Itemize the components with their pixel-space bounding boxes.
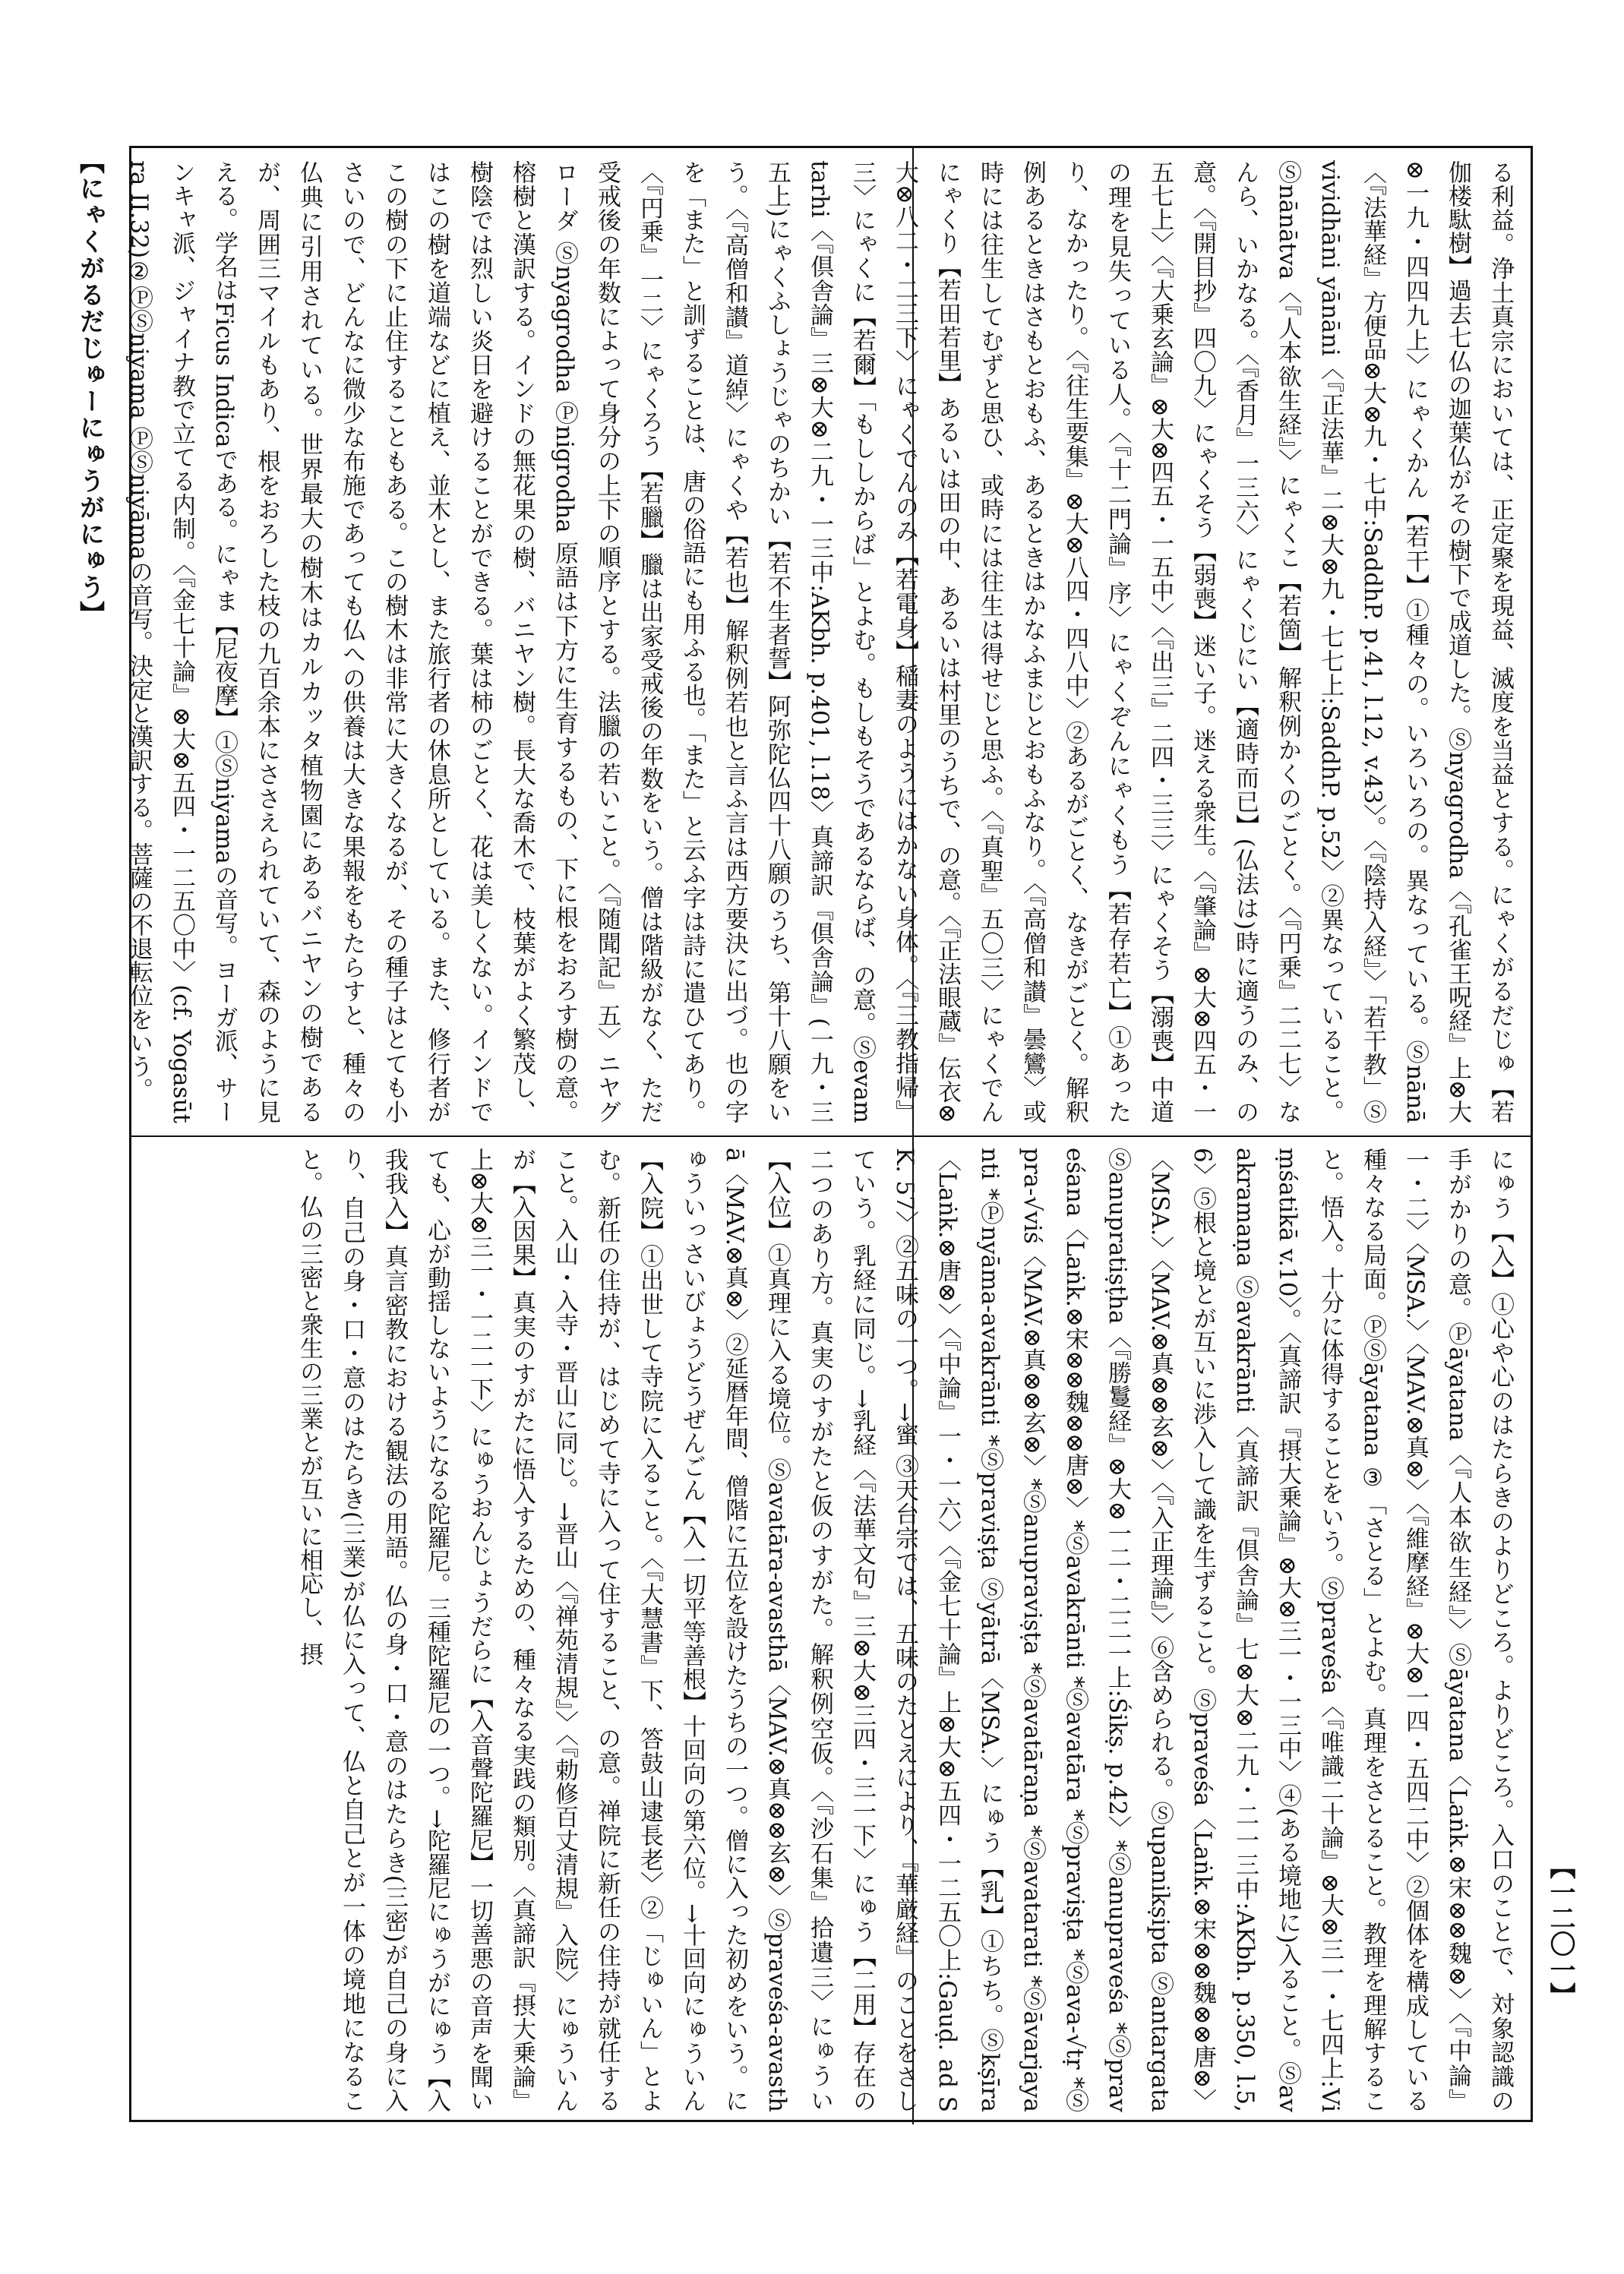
running-title: 【にゃくがるだじゅーにゅうがにゅう】 xyxy=(76,149,106,627)
page-number: 【一二〇一】 xyxy=(1545,1853,1575,2008)
tier-divider xyxy=(131,1135,1531,1137)
top-tier-text: る利益。浄土真宗においては、正定聚を現益、滅度を当益とする。にゃくがるだじゅ【若伽楼駄樹】過去七仏の迦葉仏がその樹下で成道した。Ⓢnyagrodha〈『孔雀王呪経』上⊗大⊗一九・四四九上〉にゃくかん【若干】①種々の。いろいろの。異なっている。Ⓢnānā〈『法華経』方便品⊗大⊗九・七中:SaddhP. p.41, l.12, v.43〉。〈『陰持入経』〉「若干教」Ⓢvividhāni yānāni〈『正法華』二⊗大⊗九・七七上:SaddhP. p.52〉②異なっていること。Ⓢnānātva〈『人本欲生経』〉にゃくこ【若箇】解釈例かくのごとく。〈『円乗』二二七〉なんら、いかなる。〈『香月』一三六〉にゃくじにい【適時而已】(仏法は)時に適うのみ、の意。〈『開目抄』四〇九〉にゃくそう【弱喪】迷い子。迷える衆生。〈『肇論』⊗大⊗四五・一五七上〉〈『大乗玄論』⊗大⊗四五・一五中〉〈『出三』二四・三三〉にゃくそう【溺喪】中道の理を見失っている人。〈『十二門論』序〉にゃくぞんにゃくもう【若存若亡】①あったり、なかったり。〈『往生要集』⊗大⊗八四・四八中〉②あるがごとく、なきがごとく。解釈例あるときはさもとおもふ、あるときはかなふまじとおもふなり。〈『高僧和讃』曇鸞〉或時には往生してむずと思ひ、或時には往生は得せじと思ふ。〈『真聖』五〇三〉にゃくでんにゃくり【若田若里】あるいは田の中、あるいは村里のうちで、の意。〈『正法眼蔵』伝衣⊗大⊗八二・二三下〉にゃくでんのみ【若電身】稲妻のようにはかない身体。〈『三教指帰』三〉にゃくに【若爾】「もししからば」とよむ。もしもそうであるならば、の意。Ⓢevam tarhi〈『倶舎論』三⊗大⊗二九・一三中:AKbh. p.401, l.18〉真諦訳『倶舎論』(一九・三五上)にゃくふしょうじゃのちかい【若不生者誓】阿弥陀仏四十八願のうち、第十八願をいう。〈『高僧和讃』道綽〉にゃくや【若也】解釈例若也と言ふ言は西方要決に出づ。也の字を「また」と訓ずることは、唐の俗語にも用ふる也。「また」と云ふ字は詩に遣ひてあり。〈『円乗』一二〉にゃくろう【若臘】臘は出家受戒後の年数をいう。僧は階級がなく、ただ受戒後の年数によって身分の上下の順序とする。法臘の若いこと。〈『随聞記』五〉ニヤグローダ Ⓢnyagrodha Ⓟnigrodha 原語は下方に生育するもの、下に根をおろす樹の意。榕樹と漢訳する。インドの無花果の樹、バニヤン樹。長大な喬木で、枝葉がよく繁茂し、樹陰では烈しい炎日を避けることができる。葉は柿のごとく、花は美しくない。インドではこの樹を道端などに植え、並木とし、また旅行者の休息所としている。また、修行者がこの樹の下に止住することもある。この樹木は非常に大きくなるが、その種子はとても小さいので、どんなに微少な布施であっても仏への供養は大きな果報をもたらすと、種々の仏典に引用されている。世界最大の樹木はカルカッタ植物園にあるバニヤンの樹であるが、周囲三マイルもあり、根をおろした枝の九百余本にささえられていて、森のように見える。学名はFicus Indicaである。にゃま【尼夜摩】①Ⓢniyamaの音写。ヨーガ派、サーンキャ派、ジャイナ教で立てる内制。〈『金七十論』⊗大⊗五四・一二五〇中〉(cf. Yogasūtra II.32)②ⓅⓈniyama ⓅⓈniyāmaの音写。決定と漢訳する。菩薩の不退転位をいう。 xyxy=(125,160,1514,1124)
bottom-tier-text: にゅう【入】①心や心のはたらきのよりどころ。よりどころ。入口のことで、対象認識の手がかりの意。Ⓟāyatana〈『人本欲生経』〉Ⓢāyatana〈Laṅk.⊗宋⊗⊗魏⊗〉〈『中論』一・二〉〈MSA.〉〈MAV.⊗真⊗〉〈『維摩経』⊗大⊗一四・五四二中〉②個体を構成している種々なる局面。ⓅⓈāyatana ③「さとる」とよむ。真理をさとること。教理を理解すること。悟入。十分に体得することをいう。Ⓢpraveśa〈『唯識二十論』⊗大⊗三一・七四上:Viṃśatikā v.10〉。〈真諦訳『摂大乗論』⊗大⊗三一・一三中〉④(ある境地に)入ること。Ⓢavakramaṇa Ⓢavakrānti〈真諦訳『倶舎論』七⊗大⊗二九・二一三中:AKbh. p.350, l.5, 6〉⑤根と境とが互いに渉入して識を生ずること。Ⓢpraveśa〈Laṅk.⊗宋⊗⊗魏⊗⊗唐⊗〉〈MSA.〉〈MAV.⊗真⊗⊗玄⊗〉〈『入正理論』〉⑥含められる。Ⓢupanikṣipta Ⓢantargata Ⓢanupratiṣṭha〈『勝鬘経』⊗大⊗一二・二二一上:Śikṣ. p.42〉*Ⓢanupraveśa *Ⓢpraveśana〈Laṅk.⊗宋⊗⊗魏⊗⊗唐⊗〉*Ⓢavakrānti *Ⓢavatāra *Ⓢpraviṣṭa *Ⓢava-√tṛ *Ⓢpra-√viś〈MAV.⊗真⊗⊗玄⊗〉*Ⓢanupraviṣṭa *Ⓢavatāraṇa *Ⓢavatarati *Ⓢāvarjayanti *Ⓟnyāma-avakrānti *Ⓢpraviṣṭa Ⓢyātrā〈MSA.〉にゅう【乳】①ちち。Ⓢkṣīra〈Laṅk.⊗唐⊗〉〈『中論』一・一六〉〈『金七十論』上⊗大⊗五四・一二五〇上:Gauḍ. ad SK. 57〉②五味の一つ。→蜜 ③天台宗では、五味のたとえにより、『華厳経』のことをさしていう。乳経に同じ。→乳経〈『法華文句』三⊗大⊗三四・三一下〉にゅう【二用】存在の二つのあり方。真実のすがたと仮のすがた。解釈例空仮。〈『沙石集』拾遺三〉にゅうい【入位】①真理に入る境位。Ⓢavatāra-avasthā〈MAV.⊗真⊗⊗玄⊗〉Ⓢpraveśa-avasthā〈MAV.⊗真⊗〉②延暦年間、僧階に五位を設けたうちの一つ。僧に入った初めをいう。にゅういっさいびょうどうぜんごん【入一切平等善根】十回向の第六位。→十回向にゅういん【入院】①出世して寺院に入ること。〈『大慧書』下、答鼓山逮長老〉②「じゅいん」とよむ。新任の住持が、はじめて寺に入って住すること、の意。禅院に新任の住持が就任すること。入山・入寺・晋山に同じ。→晋山〈『禅苑清規』〉〈『勅修百丈清規』入院〉にゅういんが【入因果】真実のすがたに悟入するための、種々なる実践の類別。〈真諦訳『摂大乗論』上⊗大⊗三一・一二一下〉にゅうおんじょうだらに【入音聲陀羅尼】一切善悪の音声を聞いても、心が動揺しないようになる陀羅尼。三種陀羅尼の一つ。→陀羅尼にゅうがにゅう【入我我入】真言密教における観法の用語。仏の身・口・意のはたらき(三密)が自己の身に入り、自己の身・口・意のはたらき(三業)が仏に入って、仏と自己とが一体の境地になること。仏の三密と衆生の三業とが互いに相応し、摂 xyxy=(295,1148,1514,2112)
page-frame xyxy=(125,146,1533,2122)
